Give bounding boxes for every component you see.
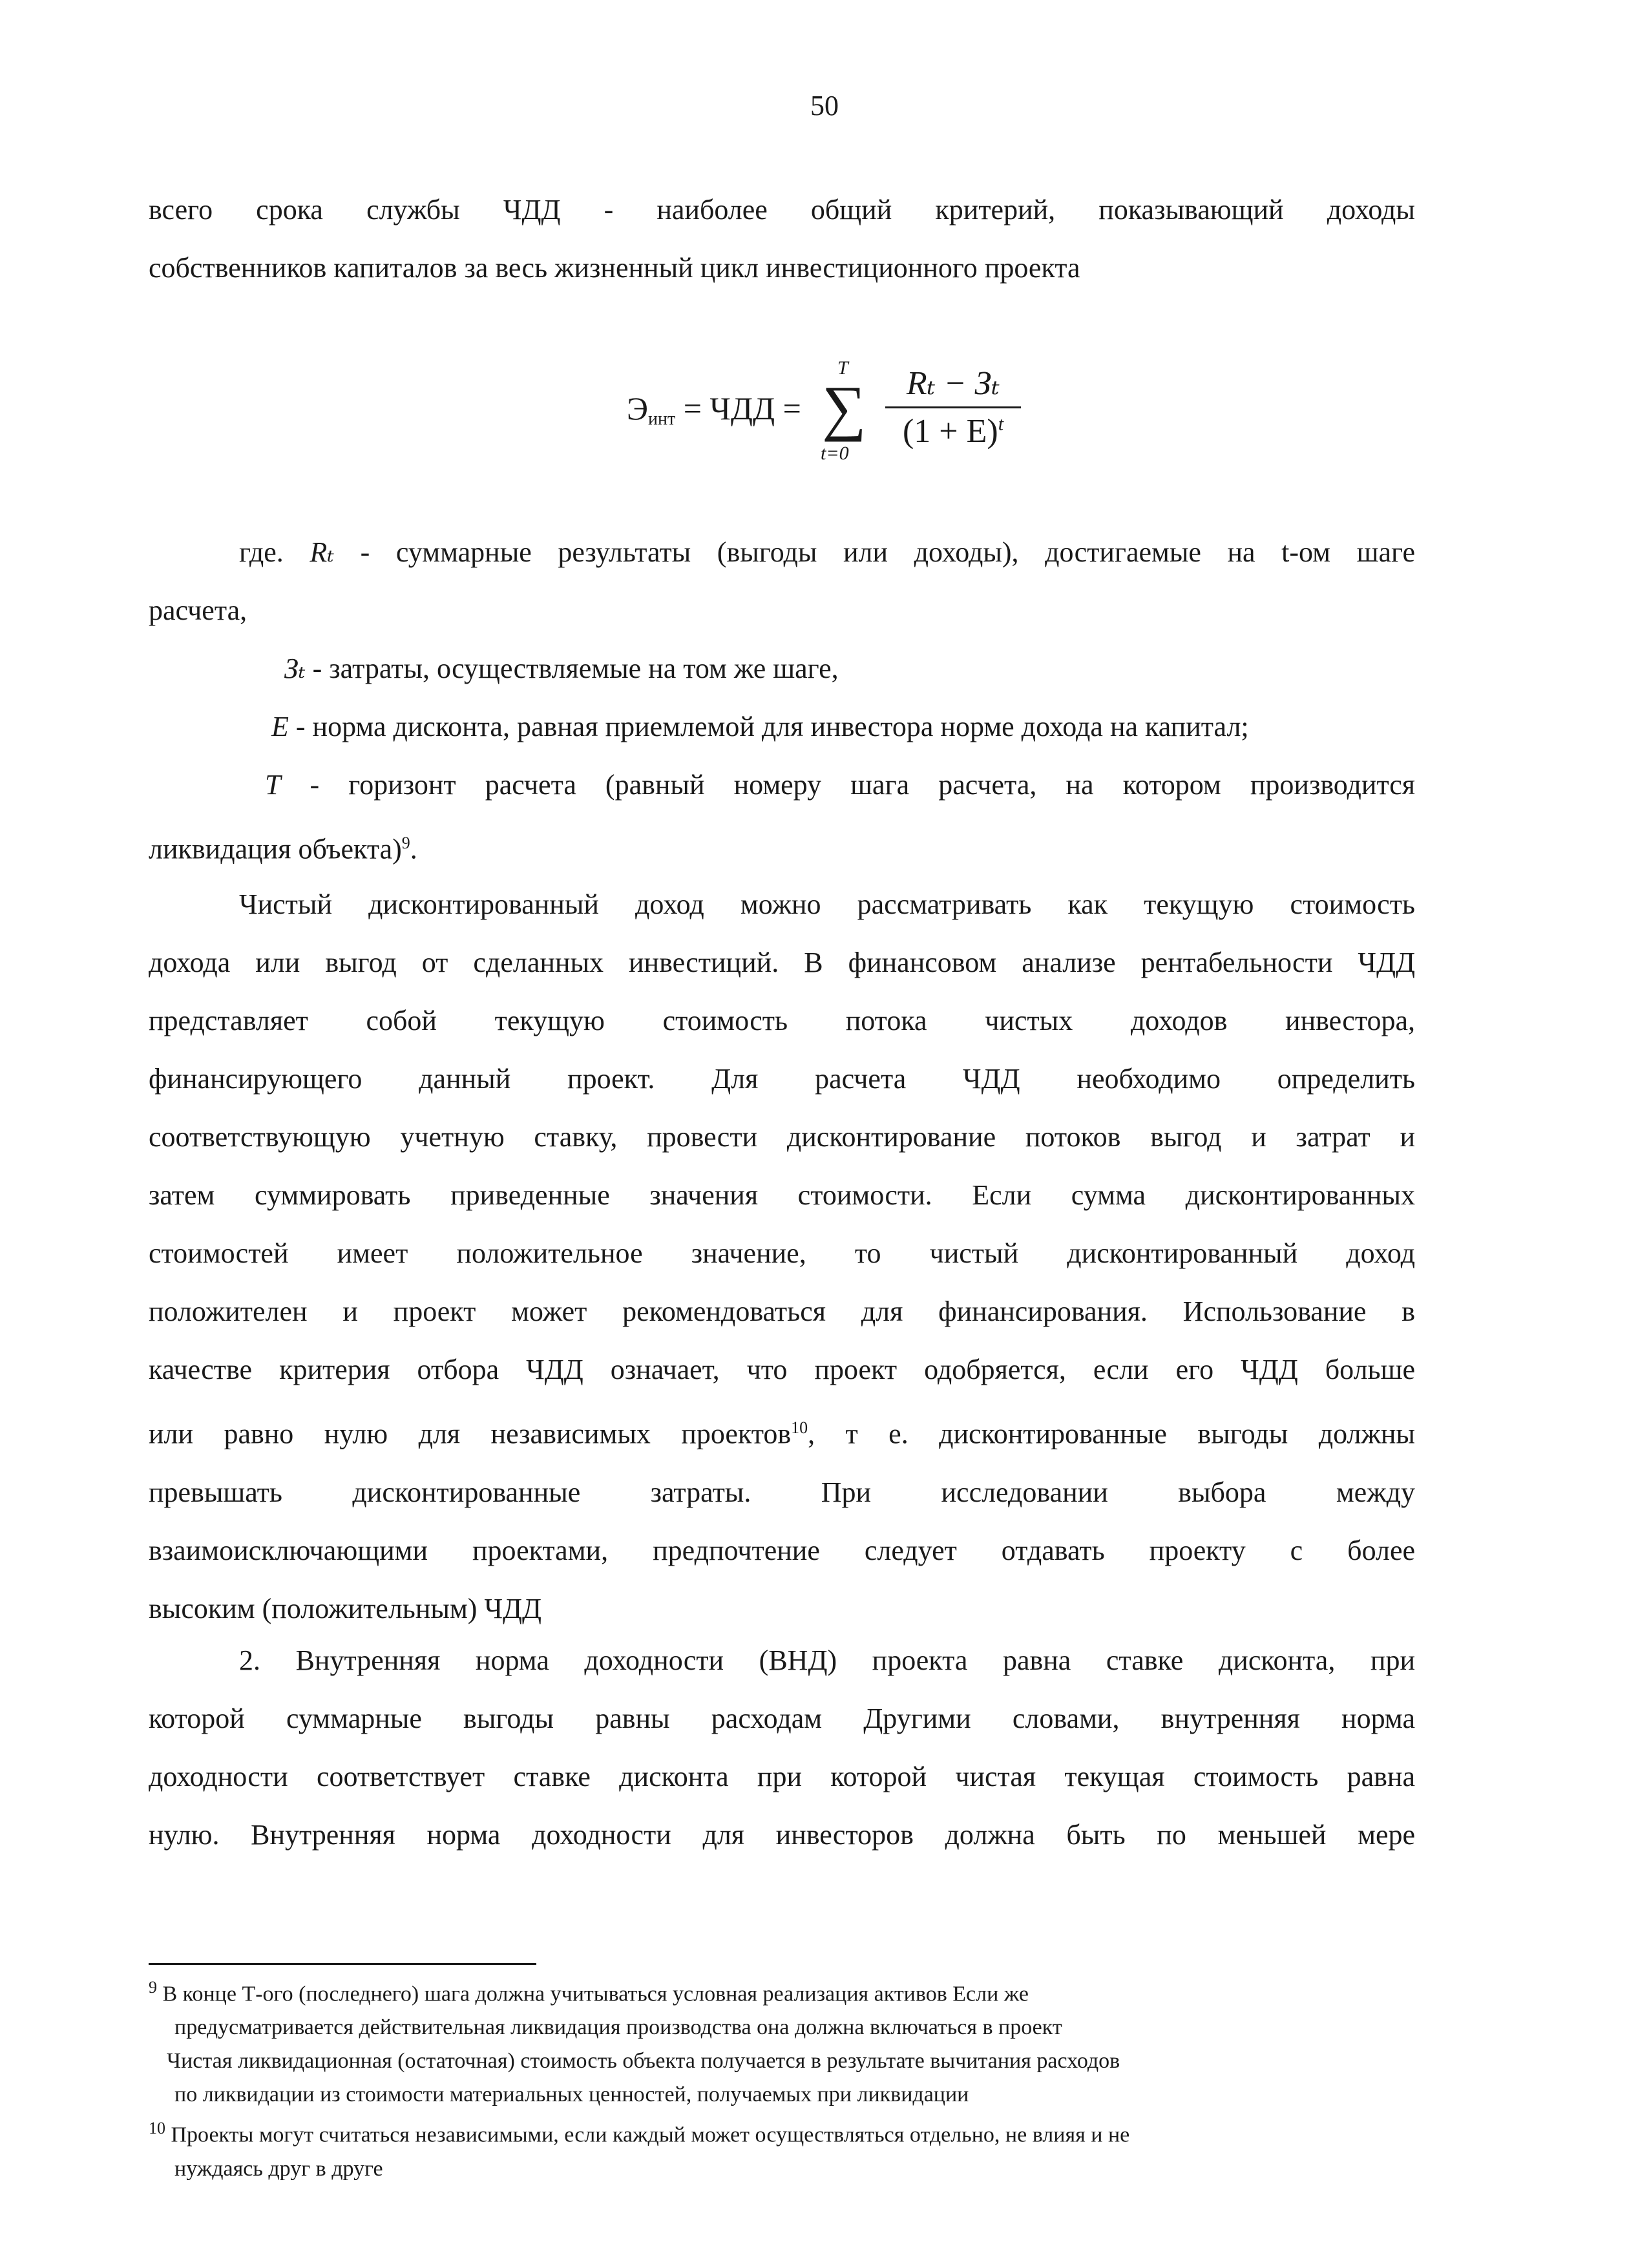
p2-line: 2. Внутренняя норма доходности (ВНД) проекта равна ставке дисконта, при: [239, 1644, 1415, 1676]
p2-line: нулю. Внутренняя норма доходности для инвесторов должна быть по меньшей мере: [149, 1819, 1415, 1851]
p1-line: представляет собой текущую стоимость потока чистых доходов инвестора,: [149, 1005, 1415, 1036]
formula-fraction: [885, 364, 1021, 450]
intro-line-1: всего срока службы ЧДД - наиболее общий критерий, показывающий доходы: [149, 194, 1415, 226]
fraction-bar: [885, 406, 1021, 408]
footnote-ref-9: 9: [401, 834, 410, 852]
p1-line: финансирующего данный проект. Для расчета ЧДД необходимо определить: [149, 1063, 1415, 1095]
footnote-9-line: В конце Т-ого (последнего) шага должна учитываться условная реализация активов Если же: [157, 1982, 1029, 2006]
p2-line: которой суммарные выгоды равны расходам Другими словами, внутренняя норма: [149, 1703, 1415, 1734]
footnotes: [149, 1971, 1415, 2186]
footnote-10-mark: 10: [149, 2119, 165, 2138]
def-t-text: - горизонт расчета (равный номеру шага расчета, на котором производится: [280, 769, 1415, 801]
p1-line: Чистый дисконтированный доход можно рассматривать как текущую стоимость: [239, 888, 1415, 920]
footnote-10-line: Проекты могут считаться независимыми, если каждый может осуществляться отдельно, не влияя и не: [165, 2123, 1130, 2147]
paragraph-npv: [149, 876, 1415, 1638]
footnote-9-line: по ликвидации из стоимости материальных ценностей, получаемых при ликвидации: [174, 2083, 969, 2107]
formula-lhs-sub: инт: [648, 409, 676, 429]
p1-line: затем суммировать приведенные значения стоимости. Если сумма дисконтированных: [149, 1179, 1415, 1211]
def-r: [149, 523, 1415, 582]
p1-line10-b: , т е. дисконтированные выгоды должны: [808, 1418, 1415, 1450]
def-t-var: T: [265, 769, 281, 801]
def-e-var: E: [271, 711, 289, 742]
formula-numerator: Rₜ − Зₜ: [906, 365, 1000, 402]
def-t-end: .: [410, 833, 417, 865]
intro-line-2: собственников капиталов за весь жизненный цикл инвестиционного проекта: [149, 252, 1080, 284]
sum-lower-limit: t=0: [821, 443, 849, 464]
def-e-text: - норма дисконта, равная приемлемой для инвестора норме дохода на капитал;: [288, 711, 1249, 742]
footnote-10: [149, 2112, 1415, 2152]
intro-text: [149, 181, 1415, 297]
page-number: 50: [810, 90, 839, 121]
def-z-var: Зₜ: [284, 653, 306, 684]
def-t-cont: [149, 814, 1415, 879]
formula-lhs-eq: = ЧДД =: [675, 390, 801, 426]
p1-line: соответствующую учетную ставку, провести дисконтирование потоков выгод и затрат и: [149, 1121, 1415, 1153]
formula-denominator: [885, 412, 1021, 450]
def-z: [149, 640, 1415, 698]
def-z-text: - затраты, осуществляемые на том же шаге,: [305, 653, 839, 684]
def-r-text: - суммарные результаты (выгоды или доходы), достигаемые на t-ом шаге: [334, 536, 1415, 568]
paragraph-irr: [149, 1632, 1415, 1864]
def-t: [149, 756, 1415, 814]
footnote-9-line: Чистая ликвидационная (остаточная) стоимость объекта получается в результате вычитания расходов: [167, 2049, 1120, 2074]
def-e: [149, 698, 1415, 756]
sum-upper-limit: T: [837, 357, 848, 379]
p1-line: дохода или выгод от сделанных инвестиций. В финансовом анализе рентабельности ЧДД: [149, 947, 1415, 978]
p1-last-line: высоким (положительным) ЧДД: [149, 1592, 542, 1624]
formula-lhs: [627, 390, 801, 430]
sum-sign-icon: ∑: [822, 373, 867, 442]
footnote-ref-10: 10: [791, 1418, 808, 1437]
def-r-var: Rₜ: [310, 536, 335, 568]
p1-line: взаимоисключающими проектами, предпочтение следует отдавать проекту с более: [149, 1534, 1415, 1566]
variable-definitions: [149, 523, 1415, 879]
footnote-separator: [149, 1963, 536, 1965]
def-where: где.: [239, 536, 310, 568]
p1-line-fn10: [149, 1399, 1415, 1464]
p1-line10-a: или равно нулю для независимых проектов: [149, 1418, 792, 1450]
formula-denominator-base: (1 + E): [902, 413, 998, 450]
p1-line: стоимостей имеет положительное значение, то чистый дисконтированный доход: [149, 1237, 1415, 1269]
footnote-9-mark: 9: [149, 1978, 157, 1997]
footnote-9: [149, 1971, 1415, 2011]
def-r-cont: расчета,: [149, 594, 247, 626]
p1-line: качестве критерия отбора ЧДД означает, что проект одобряется, если его ЧДД больше: [149, 1354, 1415, 1385]
npv-formula: [627, 352, 1040, 481]
p1-line: превышать дисконтированные затраты. При исследовании выбора между: [149, 1476, 1415, 1508]
footnote-9-line: предусматривается действительная ликвидация производства она должна включаться в проект: [174, 2015, 1062, 2040]
def-t-cont-text: ликвидация объекта): [149, 833, 402, 865]
p2-line: доходности соответствует ставке дисконта при которой чистая текущая стоимость равна: [149, 1761, 1415, 1792]
formula-lhs-symbol: Э: [627, 390, 649, 426]
formula-denominator-exp: t: [998, 413, 1004, 435]
footnote-10-line: нуждаясь друг в друге: [174, 2156, 383, 2181]
p1-line: положителен и проект может рекомендоваться для финансирования. Использование в: [149, 1296, 1415, 1327]
